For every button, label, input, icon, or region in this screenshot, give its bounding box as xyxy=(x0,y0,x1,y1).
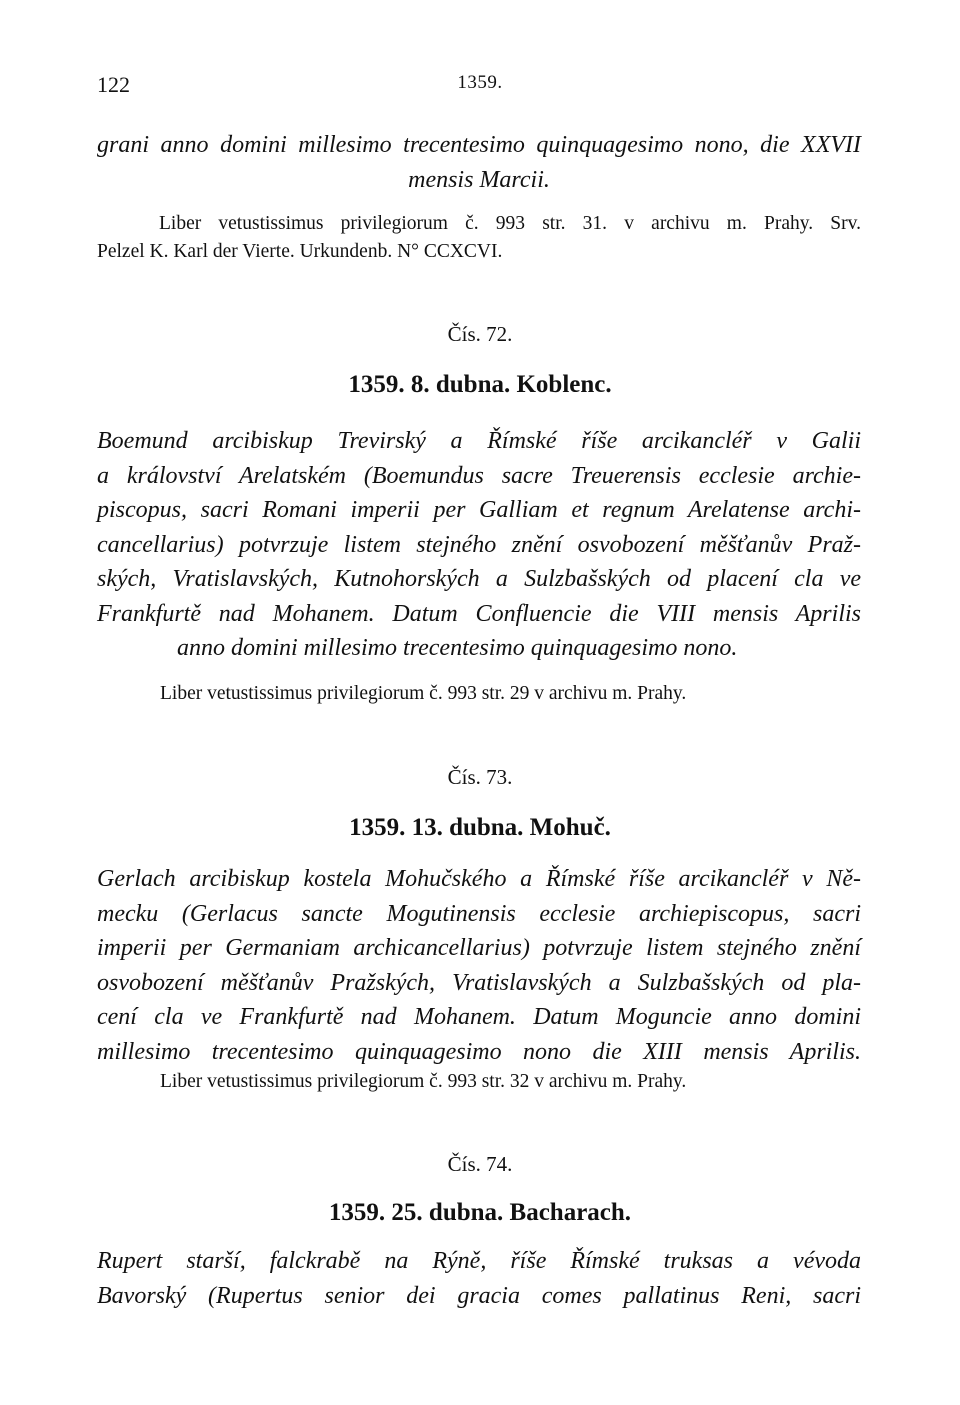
text-line: mensis Marcii. xyxy=(408,166,550,193)
entry-number: Čís. 72. xyxy=(447,322,513,346)
continuation-text xyxy=(97,128,861,197)
text-line: Rupert starší, falckrabě na Rýně, říše Římské truksas a vévoda xyxy=(97,1248,861,1274)
text-line: Bavorský (Rupertus senior dei gracia comes pallatinus Reni, sacri xyxy=(97,1282,861,1309)
entry-heading: 1359. 13. dubna. Mohuč. xyxy=(349,814,611,841)
entry-source xyxy=(160,1068,686,1096)
text-line: cení cla ve Frankfurtě nad Mohanem. Datum Moguncie anno domini xyxy=(97,1004,861,1030)
continuation-source xyxy=(97,210,861,266)
entry-source xyxy=(160,680,686,708)
text-line: Boemund arcibiskup Trevirský a Římské říše arcikancléř v Galii xyxy=(97,428,861,454)
text-line: cancellarius) potvrzuje listem stejného znění osvobození měšťanův Praž- xyxy=(97,531,861,558)
text-line: a království Arelatském (Boemundus sacre Treuerensis ecclesie archie- xyxy=(97,462,861,489)
text-line: mecku (Gerlacus sancte Mogutinensis ecclesie archiepiscopus, sacri xyxy=(97,900,861,927)
entry-heading: 1359. 25. dubna. Bacharach. xyxy=(328,1199,632,1226)
text-line: anno domini millesimo trecentesimo quinquagesimo nono. xyxy=(177,635,738,661)
source-line: Liber vetustissimus privilegiorum č. 993 str. 32 v archivu m. Prahy. xyxy=(160,1071,687,1092)
text-line: ských, Vratislavských, Kutnohorských a Sulzbašských od placení cla ve xyxy=(97,566,861,592)
entry-abstract xyxy=(97,862,861,1069)
text-line: piscopus, sacri Romani imperii per Galliam et regnum Arelatense archi- xyxy=(97,497,861,523)
running-head: 1359. xyxy=(457,72,503,93)
entry-heading: 1359. 8. dubna. Koblenc. xyxy=(348,371,612,398)
text-line: imperii per Germaniam archicancellarius) potvrzuje listem stejného znění xyxy=(97,935,861,961)
page-number: 122 xyxy=(97,72,130,97)
source-line: Liber vetustissimus privilegiorum č. 993 str. 31. v archivu m. Prahy. Srv. xyxy=(159,213,861,234)
source-line: Pelzel K. Karl der Vierte. Urkundenb. N° CCXCVI. xyxy=(97,241,503,262)
source-line: Liber vetustissimus privilegiorum č. 993 str. 29 v archivu m. Prahy. xyxy=(160,683,687,704)
text-line: Gerlach arcibiskup kostela Mohučského a Římské říše arcikancléř v Ně- xyxy=(97,866,861,892)
text-line: Frankfurtě nad Mohanem. Datum Confluencie die VIII mensis Aprilis xyxy=(97,600,861,627)
entry-abstract xyxy=(97,1244,861,1313)
text-line: millesimo trecentesimo quinquagesimo nono die XIII mensis Aprilis. xyxy=(97,1038,861,1065)
entry-abstract xyxy=(97,424,861,666)
entry-number: Čís. 73. xyxy=(447,765,513,789)
text-line: osvobození měšťanův Pražských, Vratislavských a Sulzbašských od pla- xyxy=(97,969,861,996)
entry-number: Čís. 74. xyxy=(447,1152,513,1176)
text-line: grani anno domini millesimo trecentesimo quinquagesimo nono, die XXVII xyxy=(97,132,861,158)
